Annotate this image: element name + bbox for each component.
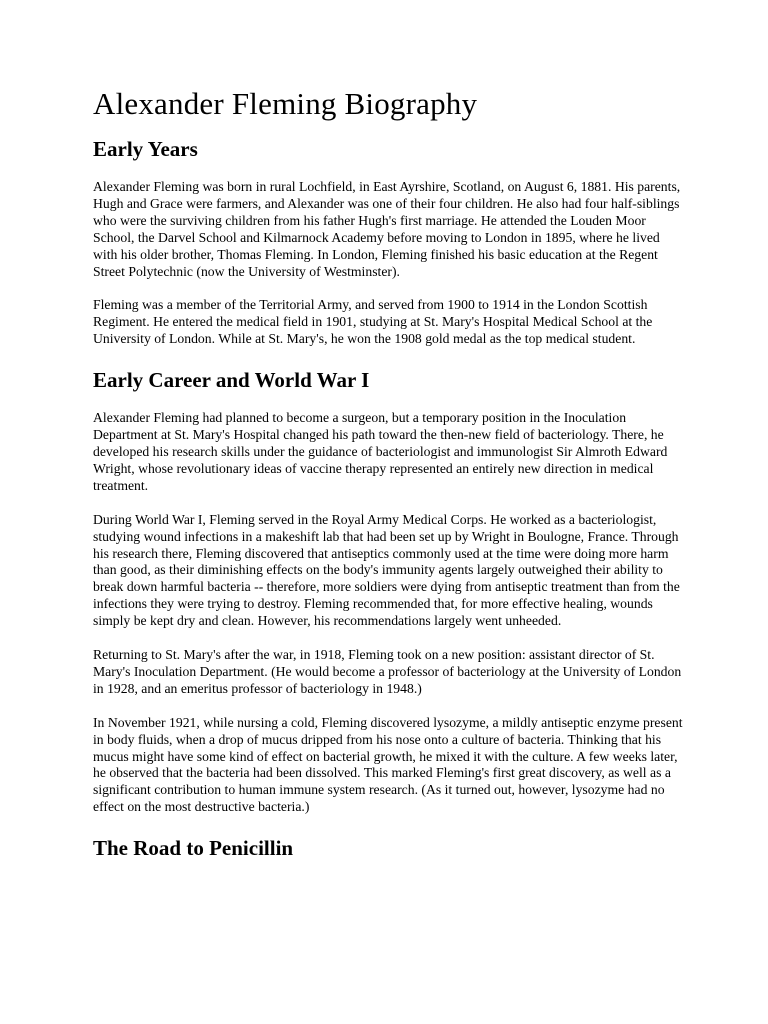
section-road-to-penicillin (93, 833, 683, 863)
section-early-career (93, 365, 683, 816)
document-page (93, 84, 683, 878)
paragraph: Alexander Fleming had planned to become a surgeon, but a temporary position in the Inoculation Department at St. Mary's Hospital changed his path toward the then-new field of bacteriology. There, he developed his research skills under the guidance of bacteriologist and immunologist Sir Almroth Edward Wright, whose revolutionary ideas of vaccine therapy represented an entirely new direction in medical treatment. (93, 410, 668, 493)
paragraph: Fleming was a member of the Territorial Army, and served from 1900 to 1914 in the London Scottish Regiment. He entered the medical field in 1901, studying at St. Mary's Hospital Medical School at the University of London. While at St. Mary's, he won the 1908 gold medal as the top medical student. (93, 297, 653, 347)
section-heading: Early Years (93, 137, 198, 161)
section-heading: Early Career and World War I (93, 368, 370, 393)
paragraph: Alexander Fleming was born in rural Lochfield, in East Ayrshire, Scotland, on August 6, 1881. His parents, Hugh and Grace were farmers, and Alexander was one of their four children. He also had four half-siblings who were the surviving children from his father Hugh's first marriage. He attended the Louden Moor School, the Darvel School and Kilmarnock Academy before moving to London in 1895, where he lived with his older brother, Thomas Fleming. In London, Fleming finished his basic education at the Regent Street Polytechnic (now the University of Westminster). (93, 179, 681, 279)
paragraph: Returning to St. Mary's after the war, in 1918, Fleming took on a new position: assistant director of St. Mary's Inoculation Department. (He would become a professor of bacteriology at the University of London in 1928, and an emeritus professor of bacteriology in 1948.) (93, 647, 682, 696)
section-early-years (93, 134, 683, 348)
paragraph: During World War I, Fleming served in the Royal Army Medical Corps. He worked as a bacteriologist, studying wound infections in a makeshift lab that had been set up by Wright in Boulogne, France. Through his research there, Fleming discovered that antiseptics commonly used at the time were doing more harm than good, as their diminishing effects on the body's immunity agents largely outweighed their ability to break down harmful bacteria -- therefore, more soldiers were dying from antiseptic treatment than from the infections they were trying to destroy. Fleming recommended that, for more effective healing, wounds simply be kept dry and clean. However, his recommendations largely went unheeded. (93, 511, 680, 629)
paragraph: In November 1921, while nursing a cold, Fleming discovered lysozyme, a mildly antiseptic enzyme present in body fluids, when a drop of mucus dripped from his nose onto a culture of bacteria. Thinking that his mucus might have some kind of effect on bacterial growth, he mixed it with the culture. A few weeks later, he observed that the bacteria had been dissolved. This marked Fleming's first great discovery, as well as a significant contribution to human immune system research. (As it turned out, however, lysozyme had no effect on the most destructive bacteria.) (93, 714, 683, 815)
section-heading: The Road to Penicillin (93, 836, 294, 861)
page-title: Alexander Fleming Biography (93, 86, 478, 121)
